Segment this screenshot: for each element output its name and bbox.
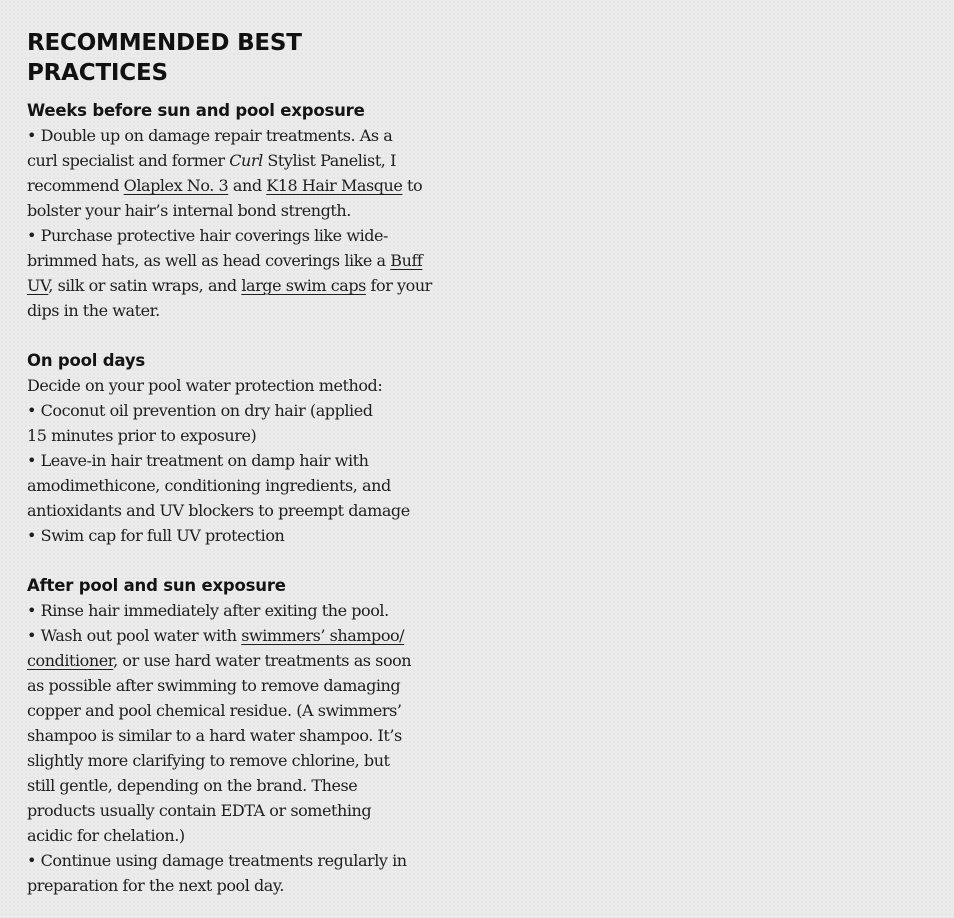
section-after-exposure <box>27 573 487 898</box>
buff-uv-link[interactable]: UV <box>27 276 49 295</box>
body-line: • Coconut oil prevention on dry hair (applied <box>27 401 373 420</box>
body-line: slightly more clarifying to remove chlorine, but <box>27 751 390 770</box>
body-line: copper and pool chemical residue. (A swimmers’ <box>27 701 402 720</box>
text-span: curl specialist and former <box>27 151 230 170</box>
buff-uv-link[interactable]: Buff <box>390 251 423 270</box>
title-line-2: PRACTICES <box>27 60 168 86</box>
body-line: products usually contain EDTA or something <box>27 801 372 820</box>
k18-link[interactable]: K18 Hair Masque <box>266 176 403 195</box>
text-span: , silk or satin wraps, and <box>48 276 242 295</box>
body-line: • Purchase protective hair coverings like wide- <box>27 226 389 245</box>
body-line <box>27 248 487 273</box>
body-line: dips in the water. <box>27 301 160 320</box>
body-line: preparation for the next pool day. <box>27 876 284 895</box>
body-line: still gentle, depending on the brand. These <box>27 776 358 795</box>
body-line: 15 minutes prior to exposure) <box>27 426 257 445</box>
body-line <box>27 173 487 198</box>
body-line: acidic for chelation.) <box>27 826 185 845</box>
body-line: • Swim cap for full UV protection <box>27 526 285 545</box>
italic-text: Curl <box>229 151 263 170</box>
body-line: • Continue using damage treatments regularly in <box>27 851 407 870</box>
section-heading: On pool days <box>27 351 146 370</box>
text-span: , or use hard water treatments as soon <box>113 651 412 670</box>
section-before-exposure <box>27 98 487 323</box>
body-line <box>27 623 487 648</box>
body-line: amodimethicone, conditioning ingredients, and <box>27 476 391 495</box>
body-line <box>27 148 487 173</box>
body-line: • Rinse hair immediately after exiting the pool. <box>27 601 389 620</box>
body-line: • Double up on damage repair treatments. As a <box>27 126 393 145</box>
body-line: • Leave-in hair treatment on damp hair with <box>27 451 369 470</box>
olaplex-link[interactable]: Olaplex No. 3 <box>123 176 229 195</box>
text-span: brimmed hats, as well as head coverings like a <box>27 251 391 270</box>
body-line: antioxidants and UV blockers to preempt damage <box>27 501 410 520</box>
section-pool-days <box>27 348 487 548</box>
text-span: for your <box>365 276 432 295</box>
body-line: Decide on your pool water protection method: <box>27 376 383 395</box>
body-line <box>27 648 487 673</box>
text-span: Stylist Panelist, I <box>262 151 396 170</box>
section-heading: Weeks before sun and pool exposure <box>27 101 365 120</box>
text-span: and <box>228 176 267 195</box>
body-line <box>27 273 487 298</box>
text-span: recommend <box>27 176 124 195</box>
text-span: • Wash out pool water with <box>27 626 242 645</box>
body-line: shampoo is similar to a hard water shampoo. It’s <box>27 726 402 745</box>
section-heading: After pool and sun exposure <box>27 576 286 595</box>
page-title <box>27 28 487 88</box>
swimmers-shampoo-link[interactable]: swimmers’ shampoo/ <box>241 626 405 645</box>
text-span: to <box>402 176 423 195</box>
body-line: bolster your hair’s internal bond strength. <box>27 201 351 220</box>
swim-caps-link[interactable]: large swim caps <box>241 276 366 295</box>
title-line-1: RECOMMENDED BEST <box>27 30 302 56</box>
article-box <box>27 28 487 898</box>
swimmers-shampoo-link[interactable]: conditioner <box>27 651 114 670</box>
body-line: as possible after swimming to remove damaging <box>27 676 401 695</box>
